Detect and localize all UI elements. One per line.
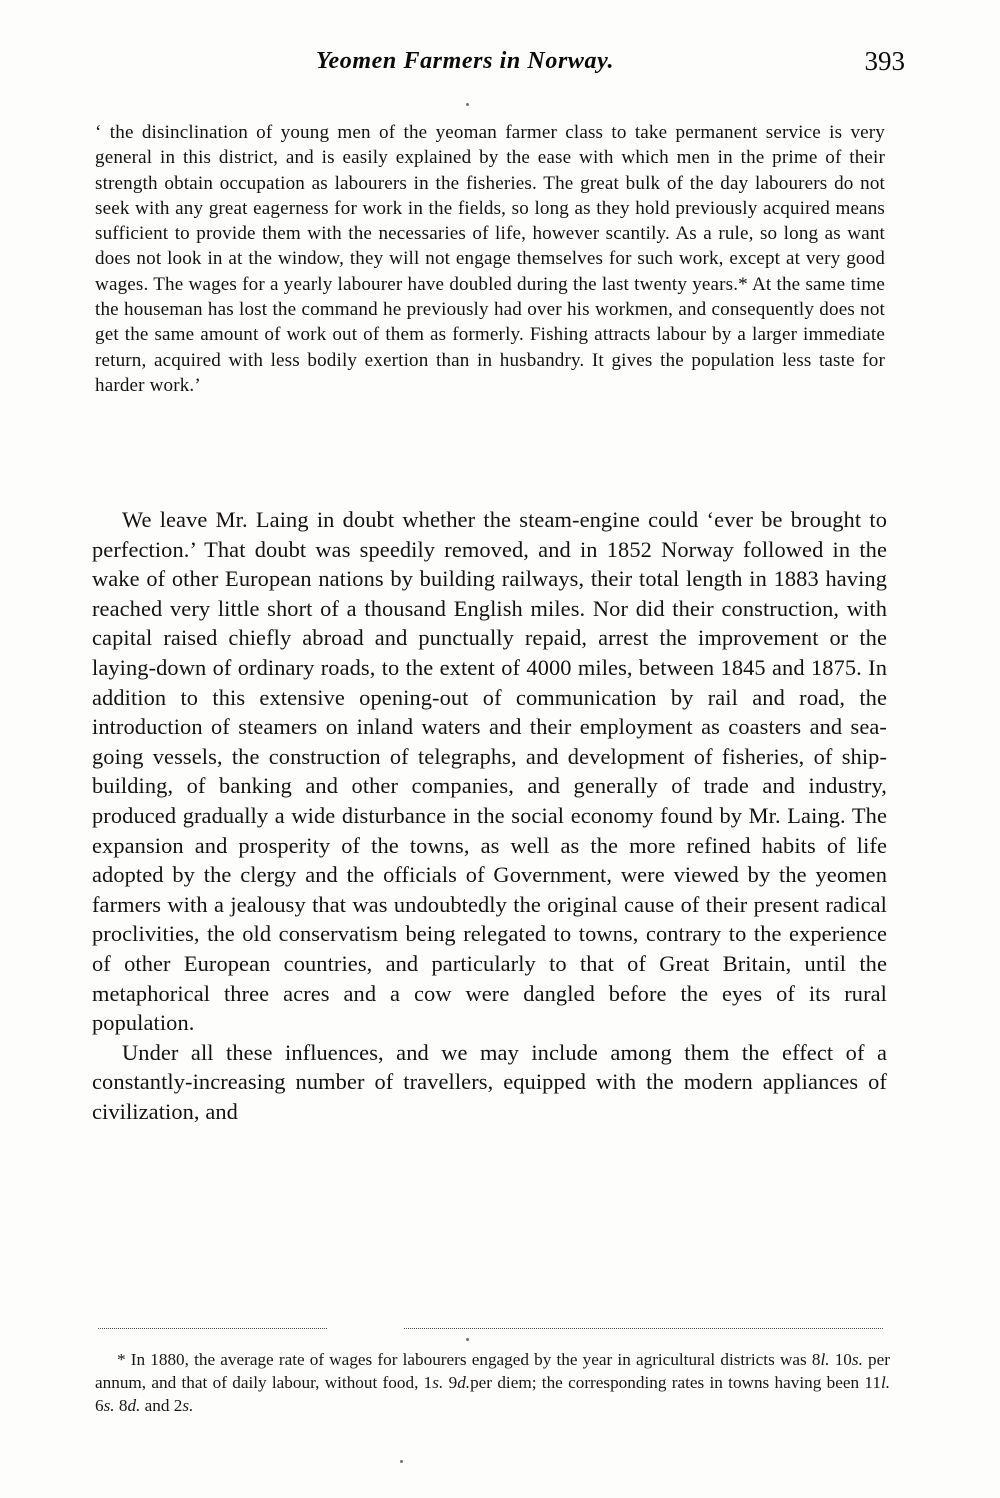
print-speck <box>466 103 469 106</box>
print-speck <box>466 1338 469 1341</box>
footnote <box>95 1348 890 1417</box>
page-header <box>95 48 905 88</box>
footnote-italic-2: s. <box>851 1350 863 1369</box>
footnote-italic-8: s. <box>182 1396 194 1415</box>
footnote-italic-3: s. <box>432 1373 444 1392</box>
quote-paragraph: ‘ the disinclination of young men of the yeoman farmer class to take permanent service is very general in this district, and is easily explained by the ease with which men in the prime of their strength obtain occupation as labourers in the fisheries. The great bulk of the day labourers do not seek with any great eagerness for work in the fields, so long as they hold previously acquired means sufficient to provide them with the necessaries of life, however scantily. As a rule, so long as want does not look in at the window, they will not engage themselves for such work, except at very good wages. The wages for a yearly labourer have doubled during the last twenty years.* At the same time the houseman has lost the command he previously had over his workmen, and consequently does not get the same amount of work out of them as formerly. Fishing attracts labour by a larger immediate return, acquired with less bodily exertion than in husbandry. It gives the population less taste for harder work.’ <box>95 122 885 396</box>
footnote-part-3: per annum, and that of daily labour, without food, 1 <box>95 1350 891 1392</box>
footnote-italic-7: d. <box>127 1396 141 1415</box>
block-quotation <box>95 120 885 398</box>
footnote-italic-6: s. <box>103 1396 115 1415</box>
footnote-part-2: 10 <box>829 1350 852 1369</box>
body-paragraph-2: Under all these influences, and we may include among them the effect of a constantly-increasing number of travellers, equipped with the modern appliances of civilization, and <box>92 1039 887 1124</box>
footnote-part-4: 9 <box>443 1373 458 1392</box>
footnote-part-5: per diem; the corresponding rates in towns having been 11 <box>470 1373 881 1392</box>
print-speck <box>400 1460 403 1463</box>
main-text <box>92 505 887 1126</box>
footnote-part-6: 6 <box>95 1396 104 1415</box>
footnote-italic-1: l. <box>820 1350 830 1369</box>
body-paragraph-1: We leave Mr. Laing in doubt whether the steam-engine could ‘ever be brought to perfection.’ That doubt was speedily removed, and in 1852 Norway followed in the wake of other European nations by building railways, their total length in 1883 having reached very little short of a thousand English miles. Nor did their construction, with capital raised chiefly abroad and punctually repaid, arrest the improvement or the laying-down of ordinary roads, to the extent of 4000 miles, between 1845 and 1875. In addition to this extensive opening-out of communication by rail and road, the introduction of steamers on inland waters and their employment as coasters and sea-going vessels, the construction of telegraphs, and development of fisheries, of ship-building, of banking and other companies, and generally of trade and industry, produced gradually a wide disturbance in the social economy found by Mr. Laing. The expansion and prosperity of the towns, as well as the more refined habits of life adopted by the clergy and the officials of Government, were viewed by the yeomen farmers with a jealousy that was undoubtedly the original cause of their present radical proclivities, the old conservatism being relegated to towns, contrary to the experience of other European countries, and particularly to that of Great Britain, until the metaphorical three acres and a cow were dangled before the eyes of its rural population. <box>92 507 887 1036</box>
footnote-part-1: In 1880, the average rate of wages for labourers engaged by the year in agricultural districts was 8 <box>125 1350 821 1369</box>
footnote-part-8: and 2 <box>140 1396 183 1415</box>
footnote-marker: * <box>117 1350 126 1369</box>
footnote-text <box>95 1348 890 1417</box>
footnote-separator <box>98 1328 883 1330</box>
running-title: Yeomen Farmers in Norway. <box>315 48 615 74</box>
page-number: 393 <box>864 46 905 76</box>
footnote-italic-4: d. <box>457 1373 471 1392</box>
footnote-italic-5: l. <box>880 1373 891 1392</box>
footnote-part-7: 8 <box>114 1396 128 1415</box>
